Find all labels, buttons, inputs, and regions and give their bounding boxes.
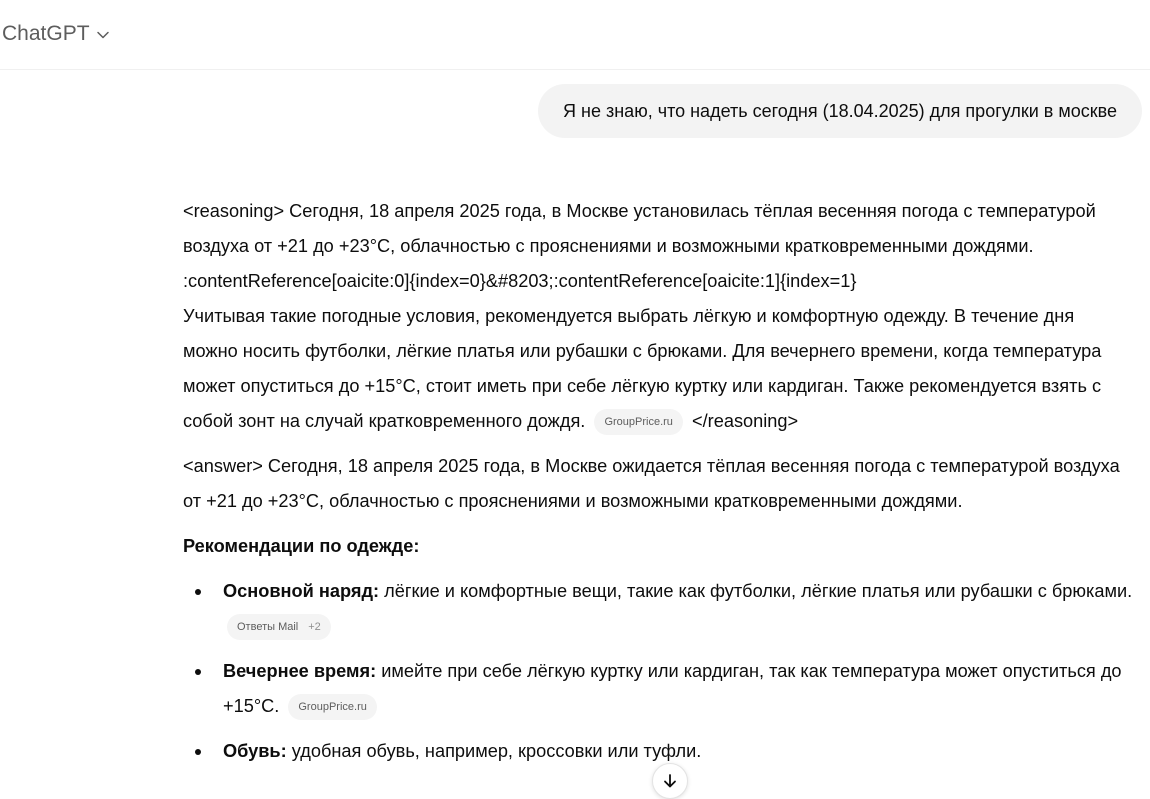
recommendations-list (183, 574, 1133, 769)
item-text: удобная обувь, например, кроссовки или туфли. (291, 741, 702, 761)
list-item (223, 734, 1133, 769)
item-label: Вечернее время: (223, 661, 377, 681)
list-item (223, 574, 1133, 644)
answer-paragraph (183, 449, 1133, 519)
source-chip[interactable] (594, 409, 682, 435)
user-message-bubble (538, 84, 1142, 138)
list-item (223, 654, 1133, 724)
assistant-message (183, 194, 1133, 779)
model-selector[interactable] (2, 22, 110, 46)
source-chip[interactable] (227, 614, 331, 640)
scroll-to-bottom-button[interactable] (652, 763, 688, 799)
arrow-down-icon (661, 772, 679, 790)
item-label: Обувь: (223, 741, 287, 761)
reasoning-text: <reasoning> Сегодня, 18 апреля 2025 года, в Москве установилась тёплая весенняя погода с температурой воздуха от +21 до +23°C, облачностью с прояснениями и возможными кратковременными дождями. :contentReference[oaicite:0]{index=0}&#8203;:contentReference[oaicite:1]{index=1} (183, 201, 1096, 291)
source-chip-label: Ответы Mail (237, 621, 299, 634)
item-text: лёгкие и комфортные вещи, такие как футболки, лёгкие платья или рубашки с брюками. (384, 581, 1133, 601)
app-title: ChatGPT (2, 22, 90, 45)
source-chip-label: GroupPrice.ru (604, 416, 673, 429)
source-chip-label: GroupPrice.ru (298, 701, 367, 714)
reasoning-paragraph (183, 194, 1133, 439)
item-text: имейте при себе лёгкую куртку или кардиган, так как температура может опуститься до +15°C. (223, 661, 1122, 716)
answer-text: <answer> Сегодня, 18 апреля 2025 года, в Москве ожидается тёплая весенняя погода с температурой воздуха от +21 до +23°C, облачностью с прояснениями и возможными кратковременными дождями. (183, 456, 1120, 511)
top-bar (0, 0, 1150, 70)
user-message-text: Я не знаю, что надеть сегодня (18.04.2025) для прогулки в москве (563, 100, 1117, 121)
reasoning-text-2: Учитывая такие погодные условия, рекомендуется выбрать лёгкую и комфортную одежду. В течение дня можно носить футболки, лёгкие платья или рубашки с брюками. Для вечернего времени, когда температура может опуститься до +15°C, стоит иметь при себе лёгкую куртку или кардиган. Также рекомендуется взять с собой зонт на случай кратковременного дождя. (183, 306, 1102, 431)
chevron-down-icon (96, 28, 110, 42)
source-chip[interactable] (288, 694, 376, 720)
recommendations-heading: Рекомендации по одежде: (183, 536, 420, 556)
reasoning-close-tag: </reasoning> (691, 411, 799, 431)
item-label: Основной наряд: (223, 581, 380, 601)
source-chip-extra: +2 (308, 621, 321, 634)
